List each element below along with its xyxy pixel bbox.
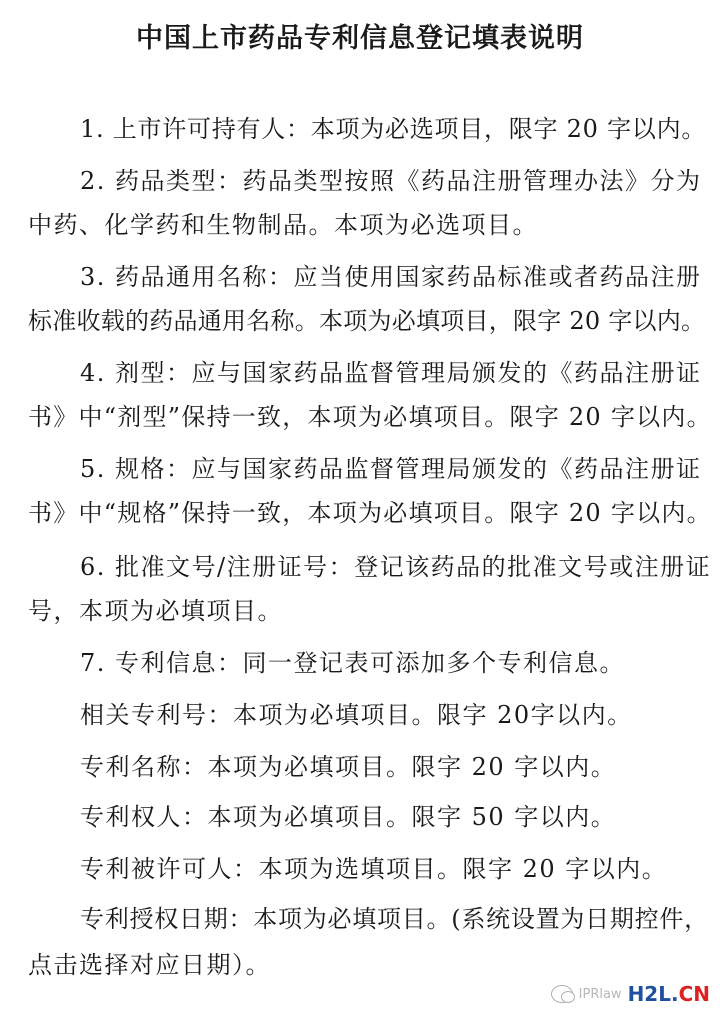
logo-h2l: H2L — [627, 982, 671, 1006]
watermark — [551, 982, 710, 1006]
item-3-line: 3. 药品通用名称：应当使用国家药品标准或者药品注册 — [80, 263, 702, 291]
document-title: 中国上市药品专利信息登记填表说明 — [136, 23, 584, 54]
patent-name-line: 专利名称：本项为必填项目。限字 20 字以内。 — [80, 753, 617, 781]
item-5-continuation: 书》中“规格”保持一致，本项为必填项目。限字 20 字以内。 — [28, 499, 712, 527]
item-4-line: 4. 剂型：应与国家药品监督管理局颁发的《药品注册证 — [80, 359, 702, 387]
wechat-icon — [551, 985, 573, 1003]
item-5-line: 5. 规格：应与国家药品监督管理局颁发的《药品注册证 — [80, 455, 702, 483]
item-2-line: 2. 药品类型：药品类型按照《药品注册管理办法》分为 — [80, 167, 702, 195]
patent-number-line: 相关专利号：本项为必填项目。限字 20字以内。 — [80, 701, 633, 729]
item-6-continuation: 号，本项为必填项目。 — [28, 597, 283, 625]
item-4-continuation: 书》中“剂型”保持一致，本项为必填项目。限字 20 字以内。 — [28, 403, 712, 431]
item-7-line: 7. 专利信息：同一登记表可添加多个专利信息。 — [80, 649, 626, 677]
item-3-continuation: 标准收载的药品通用名称。本项为必填项目，限字 20 字以内。 — [28, 307, 706, 335]
item-2-continuation: 中药、化学药和生物制品。本项为必选项目。 — [28, 211, 538, 239]
site-logo — [628, 982, 710, 1006]
licensee-line: 专利被许可人：本项为选填项目。限字 20 字以内。 — [80, 855, 668, 883]
item-6-line: 6. 批准文号/注册证号：登记该药品的批准文号或注册证 — [80, 553, 712, 581]
watermark-text: IPRlaw — [578, 986, 622, 1002]
item-1-line: 1. 上市许可持有人：本项为必选项目，限字 20 字以内。 — [80, 115, 707, 143]
patentee-line: 专利权人：本项为必填项目。限字 50 字以内。 — [80, 803, 617, 831]
grant-date-line: 专利授权日期：本项为必填项目。(系统设置为日期控件， — [80, 905, 709, 933]
logo-cn: CN — [678, 982, 710, 1006]
logo-dot: . — [670, 982, 679, 1006]
grant-date-continuation: 点击选择对应日期）。 — [28, 951, 271, 979]
